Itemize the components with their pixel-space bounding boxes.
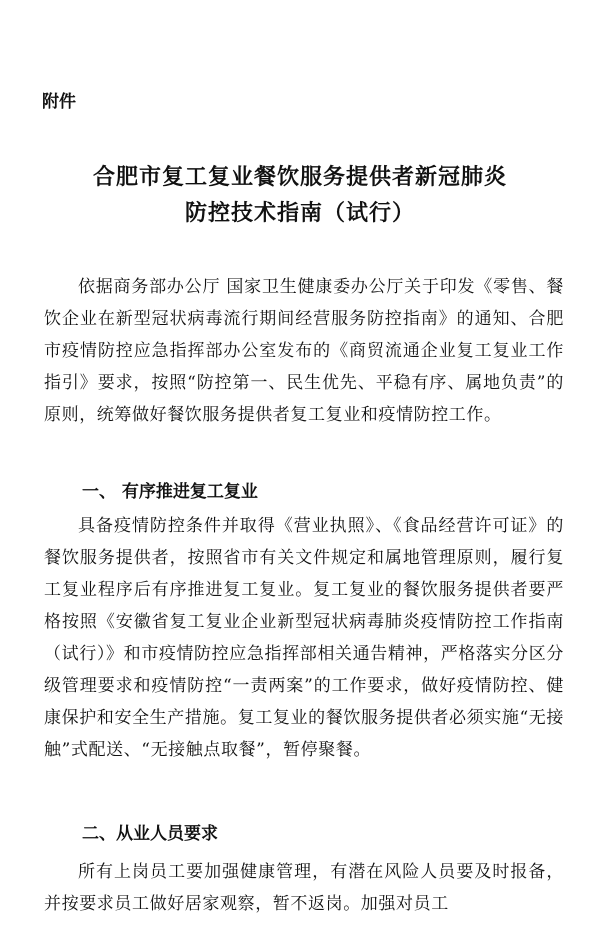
section-1-paragraph: 具备疫情防控条件并取得《营业执照》、《食品经营许可证》的餐饮服务提供者，按照省市有关文件规定和属地管理原则，履行复工复业程序后有序推进复工复业。复工复业的餐饮服务提供者要严格按照《安徽省复工复业企业新型冠状病毒肺炎疫情防控工作指南（试行）》和市疫情防控应急指挥部相关通告精神，严格落实分区分级管理要求和疫情防控“一责两案”的工作要求，做好疫情防控、健康保护和安全生产措施。复工复业的餐饮服务提供者必须实施“无接触”式配送、“无接触点取餐”，暂停聚餐。	[44, 516, 564, 760]
attachment-label: 附件	[42, 92, 76, 112]
document-title	[0, 160, 600, 232]
intro-paragraph: 依据商务部办公厅 国家卫生健康委办公厅关于印发《零售、餐饮企业在新型冠状病毒流行期间经营服务防控指南》的通知、合肥市疫情防控应急指挥部办公室发布的《商贸流通企业复工复业工作指引》要求，按照“防控第一、民生优先、平稳有序、属地负责”的原则，统筹做好餐饮服务提供者复工复业和疫情防控工作。	[44, 277, 564, 425]
section-2-paragraph: 所有上岗员工要加强健康管理，有潜在风险人员要及时报备，并按要求员工做好居家观察，暂不返岗。加强对员工	[44, 862, 564, 914]
title-line-2: 防控技术指南（试行）	[184, 201, 415, 226]
section-heading-2: 二、从业人员要求	[82, 824, 218, 844]
section-heading-1: 一、 有序推进复工复业	[82, 482, 258, 502]
title-line-1: 合肥市复工复业餐饮服务提供者新冠肺炎	[92, 165, 507, 190]
